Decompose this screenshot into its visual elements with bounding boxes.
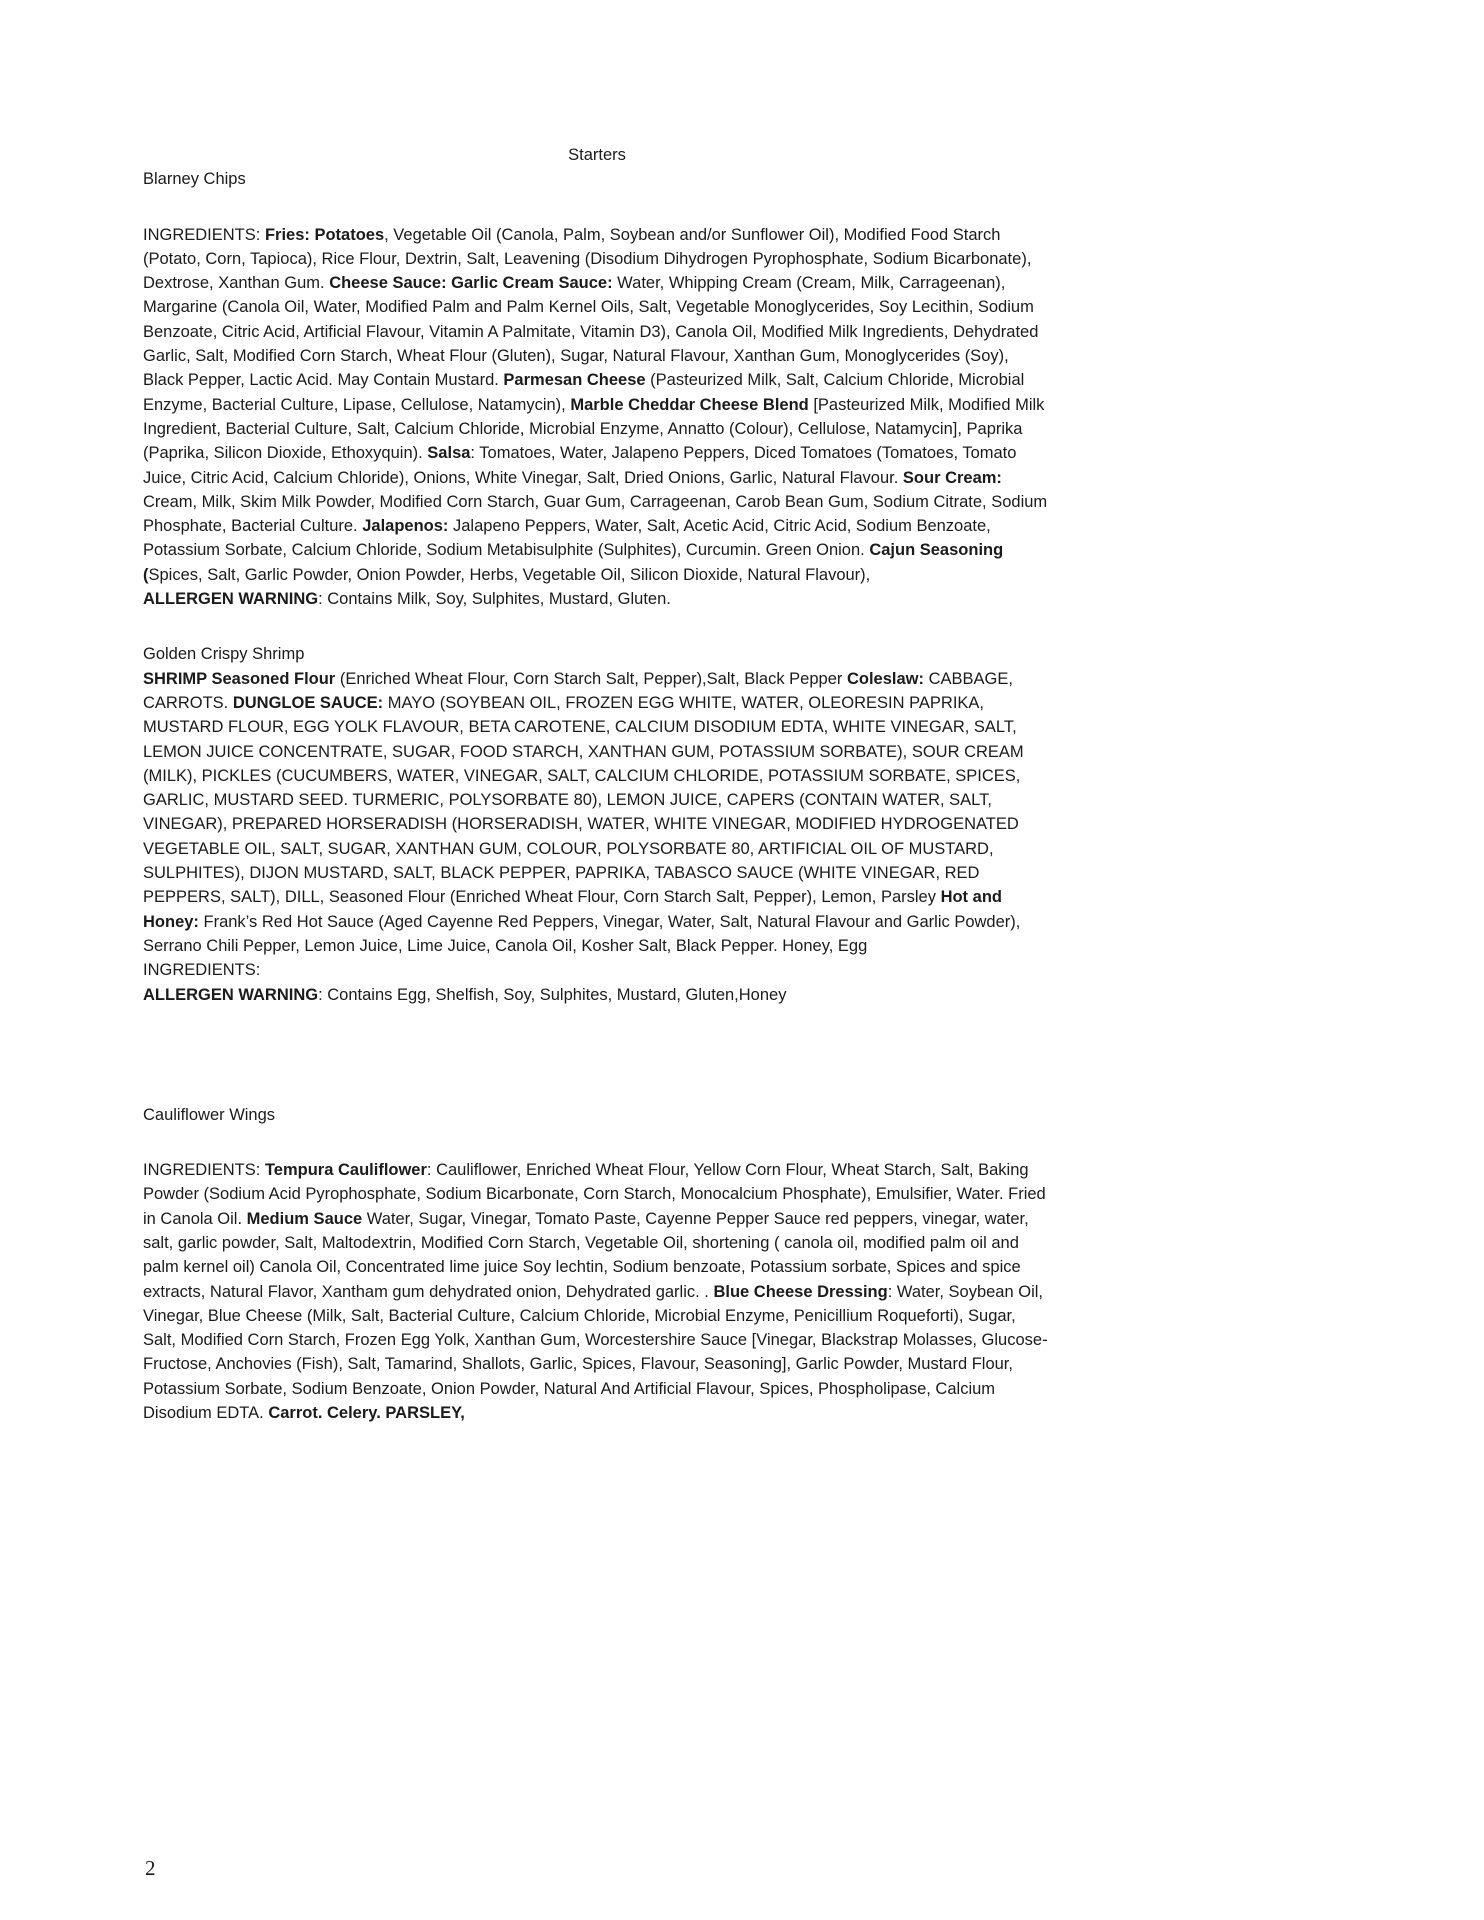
section-heading-golden-crispy-shrimp: Golden Crispy Shrimp [143,645,305,664]
page-title: Starters [568,146,626,164]
ingredients-label: INGREDIENTS: [143,961,261,980]
section-heading-blarney-chips: Blarney Chips [143,170,246,189]
page-number: 2 [145,1856,156,1880]
section-heading-cauliflower-wings: Cauliflower Wings [143,1105,276,1124]
golden-crispy-shrimp-allergen-warning: ALLERGEN WARNING: Contains Egg, Shelfish, Soy, Sulphites, Mustard, Gluten,Honey [143,985,787,1004]
spacer [143,192,1051,223]
blarney-chips-ingredients-paragraph: INGREDIENTS: Fries: Potatoes, Vegetable Oil (Canola, Palm, Soybean and/or Sunflower Oil), Modified Food Starch (Potato, Corn, Tapioca), Rice Flour, Dextrin, Salt, Leavening (Disodium Dihydrogen Pyrophosphate, Sodium Bicarbonate), Dextrose, Xanthan Gum. Cheese Sauce: Garlic Cream Sauce: Water, Whipping Cream (Cream, Milk, Carrageenan), Margarine (Canola Oil, Water, Modified Palm and Palm Kernel Oils, Salt, Vegetable Monoglycerides, Soy Lecithin, Sodium Benzoate, Citric Acid, Artificial Flavour, Vitamin A Palmitate, Vitamin D3), Canola Oil, Modified Milk Ingredients, Dehydrated Garlic, Salt, Modified Corn Starch, Wheat Flour (Gluten), Sugar, Natural Flavour, Xanthan Gum, Monoglycerides (Soy), Black Pepper, Lactic Acid. May Contain Mustard. Parmesan Cheese (Pasteurized Milk, Salt, Calcium Chloride, Microbial Enzyme, Bacterial Culture, Lipase, Cellulose, Natamycin), Marble Cheddar Cheese Blend [Pasteurized Milk, Modified Milk Ingredient, Bacterial Culture, Salt, Calcium Chloride, Microbial Enzyme, Annatto (Colour), Cellulose, Natamycin], Paprika (Paprika, Silicon Dioxide, Ethoxyquin). Salsa: Tomatoes, Water, Jalapeno Peppers, Diced Tomatoes (Tomatoes, Tomato Juice, Citric Acid, Calcium Chloride), Onions, White Vinegar, Salt, Dried Onions, Garlic, Natural Flavour. Sour Cream: Cream, Milk, Skim Milk Powder, Modified Corn Starch, Guar Gum, Carrageenan, Carob Bean Gum, Sodium Citrate, Sodium Phosphate, Bacterial Culture. Jalapenos: Jalapeno Peppers, Water, Salt, Acetic Acid, Citric Acid, Sodium Benzoate, Potassium Sorbate, Calcium Chloride, Sodium Metabisulphite (Sulphites), Curcumin. Green Onion. Cajun Seasoning (Spices, Salt, Garlic Powder, Onion Powder, Herbs, Vegetable Oil, Silicon Dioxide, Natural Flavour), [143,225,1048,584]
spacer [143,1007,1051,1103]
page-content [143,143,1051,1425]
blarney-chips-allergen-warning: ALLERGEN WARNING: Contains Milk, Soy, Sulphites, Mustard, Gluten. [143,590,671,609]
cauliflower-wings-ingredients-paragraph: INGREDIENTS: Tempura Cauliflower: Cauliflower, Enriched Wheat Flour, Yellow Corn Flour, Wheat Starch, Salt, Baking Powder (Sodium Acid Pyrophosphate, Sodium Bicarbonate, Corn Starch, Monocalcium Phosphate), Emulsifier, Water. Fried in Canola Oil. Medium Sauce Water, Sugar, Vinegar, Tomato Paste, Cayenne Pepper Sauce red peppers, vinegar, water, salt, garlic powder, Salt, Maltodextrin, Modified Corn Starch, Vegetable Oil, shortening ( canola oil, modified palm oil and palm kernel oil) Canola Oil, Concentrated lime juice Soy lechtin, Sodium benzoate, Potassium sorbate, Spices and spice extracts, Natural Flavor, Xantham gum dehydrated onion, Dehydrated garlic. . Blue Cheese Dressing: Water, Soybean Oil, Vinegar, Blue Cheese (Milk, Salt, Bacterial Culture, Calcium Chloride, Microbial Enzyme, Penicillium Roqueforti), Sugar, Salt, Modified Corn Starch, Frozen Egg Yolk, Xanthan Gum, Worcestershire Sauce [Vinegar, Blackstrap Molasses, Glucose-Fructose, Anchovies (Fish), Salt, Tamarind, Shallots, Garlic, Spices, Flavour, Seasoning], Garlic Powder, Mustard Flour, Potassium Sorbate, Sodium Benzoate, Onion Powder, Natural And Artificial Flavour, Spices, Phospholipase, Calcium Disodium EDTA. Carrot. Celery. PARSLEY, [143,1161,1048,1423]
spacer [143,1127,1051,1158]
golden-crispy-shrimp-ingredients-paragraph: SHRIMP Seasoned Flour (Enriched Wheat Flour, Corn Starch Salt, Pepper),Salt, Black Pepper Coleslaw: CABBAGE, CARROTS. DUNGLOE SAUCE: MAYO (SOYBEAN OIL, FROZEN EGG WHITE, WATER, OLEORESIN PAPRIKA, MUSTARD FLOUR, EGG YOLK FLAVOUR, BETA CAROTENE, CALCIUM DISODIUM EDTA, WHITE VINEGAR, SALT, LEMON JUICE CONCENTRATE, SUGAR, FOOD STARCH, XANTHAN GUM, POTASSIUM SORBATE), SOUR CREAM (MILK), PICKLES (CUCUMBERS, WATER, VINEGAR, SALT, CALCIUM CHLORIDE, POTASSIUM SORBATE, SPICES, GARLIC, MUSTARD SEED. TURMERIC, POLYSORBATE 80), LEMON JUICE, CAPERS (CONTAIN WATER, SALT, VINEGAR), PREPARED HORSERADISH (HORSERADISH, WATER, WHITE VINEGAR, MODIFIED HYDROGENATED VEGETABLE OIL, SALT, SUGAR, XANTHAN GUM, COLOUR, POLYSORBATE 80, ARTIFICIAL OIL OF MUSTARD, SULPHITES), DIJON MUSTARD, SALT, BLACK PEPPER, PAPRIKA, TABASCO SAUCE (WHITE VINEGAR, RED PEPPERS, SALT), DILL, Seasoned Flour (Enriched Wheat Flour, Corn Starch Salt, Pepper), Lemon, Parsley Hot and Honey: Frank’s Red Hot Sauce (Aged Cayenne Red Peppers, Vinegar, Water, Salt, Natural Flavour and Garlic Powder), Serrano Chili Pepper, Lemon Juice, Lime Juice, Canola Oil, Kosher Salt, Black Pepper. Honey, Egg [143,669,1024,955]
spacer [143,611,1051,642]
